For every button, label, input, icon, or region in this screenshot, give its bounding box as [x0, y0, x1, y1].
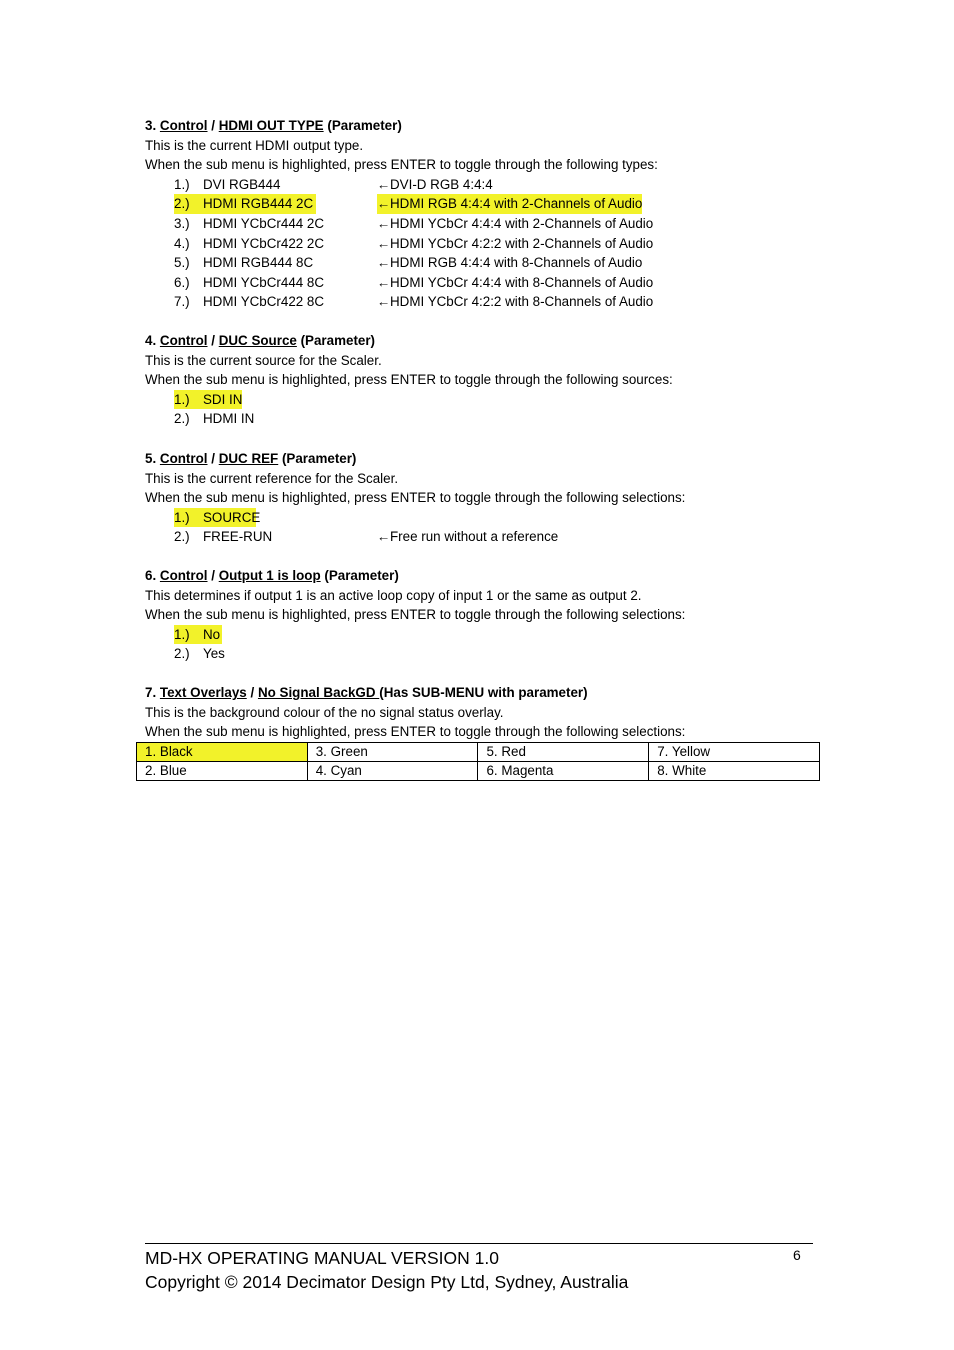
- list-item: 6.) HDMI YCbCr444 8C ←HDMI YCbCr 4:4:4 with 8-Channels of Audio: [145, 273, 845, 293]
- arrow-left-icon: ←: [377, 196, 391, 212]
- section-instruction: When the sub menu is highlighted, press ENTER to toggle through the following sources:: [145, 372, 673, 388]
- table-cell: 4. Cyan: [307, 762, 478, 781]
- list-item: 2.) Yes: [174, 646, 225, 662]
- color-options-table: [136, 742, 820, 781]
- section-instruction: When the sub menu is highlighted, press ENTER to toggle through the following selections:: [145, 490, 686, 506]
- table-row: [137, 762, 820, 781]
- section-heading: 7. Text Overlays / No Signal BackGD (Has SUB-MENU with parameter): [145, 685, 588, 700]
- section-output-loop: [145, 566, 845, 664]
- section-description: This is the current source for the Scaler.: [145, 352, 382, 368]
- table-cell: 7. Yellow: [649, 743, 820, 762]
- table-cell: 8. White: [649, 762, 820, 781]
- list-item-highlighted: 2.) HDMI RGB444 2C ←HDMI RGB 4:4:4 with 2-Channels of Audio: [145, 194, 845, 214]
- arrow-left-icon: ←: [377, 529, 391, 545]
- section-no-signal-backgd: [145, 683, 845, 742]
- section-heading: 4. Control / DUC Source (Parameter): [145, 333, 376, 348]
- list-item: 2.) FREE-RUN ←Free run without a reference: [145, 527, 845, 547]
- section-instruction: When the sub menu is highlighted, press ENTER to toggle through the following selections:: [145, 724, 686, 740]
- section-heading: 5. Control / DUC REF (Parameter): [145, 451, 357, 466]
- arrow-left-icon: ←: [377, 215, 391, 231]
- section-heading: 3. Control / HDMI OUT TYPE (Parameter): [145, 118, 402, 133]
- arrow-left-icon: ←: [377, 255, 391, 271]
- arrow-left-icon: ←: [377, 235, 391, 251]
- list-item: 3.) HDMI YCbCr444 2C ←HDMI YCbCr 4:4:4 with 2-Channels of Audio: [145, 214, 845, 234]
- footer-divider: [145, 1243, 813, 1244]
- section-instruction: When the sub menu is highlighted, press ENTER to toggle through the following selections:: [145, 607, 686, 623]
- section-description: This is the background colour of the no signal status overlay.: [145, 704, 504, 720]
- list-item: 2.) HDMI IN: [174, 411, 255, 427]
- list-item: 5.) HDMI RGB444 8C ←HDMI RGB 4:4:4 with 8-Channels of Audio: [145, 253, 845, 273]
- arrow-left-icon: ←: [377, 294, 391, 310]
- table-cell: 5. Red: [478, 743, 649, 762]
- section-duc-ref: [145, 449, 845, 547]
- list-item: 1.) DVI RGB444 ←DVI-D RGB 4:4:4: [145, 175, 845, 195]
- section-description: This is the current HDMI output type.: [145, 137, 364, 153]
- list-item-highlighted: 1.) SDI IN: [145, 390, 845, 410]
- footer-copyright: Copyright © 2014 Decimator Design Pty Ltd, Sydney, Australia: [145, 1272, 629, 1292]
- footer-title: MD-HX OPERATING MANUAL VERSION 1.0: [145, 1248, 499, 1268]
- arrow-left-icon: ←: [377, 176, 391, 192]
- list-item-highlighted: 1.) SOURCE: [145, 508, 845, 528]
- list-item-highlighted: 1.) No: [145, 625, 845, 645]
- table-cell: 3. Green: [307, 743, 478, 762]
- section-description: This is the current reference for the Scaler.: [145, 470, 399, 486]
- section-duc-source: [145, 331, 845, 429]
- list-item: 4.) HDMI YCbCr422 2C ←HDMI YCbCr 4:2:2 with 2-Channels of Audio: [145, 234, 845, 254]
- table-row: [137, 743, 820, 762]
- table-cell: 1. Black: [137, 743, 308, 762]
- page-number: 6: [793, 1247, 801, 1263]
- section-hdmi-out-type: [145, 116, 845, 312]
- table-cell: 6. Magenta: [478, 762, 649, 781]
- arrow-left-icon: ←: [377, 274, 391, 290]
- section-description: This determines if output 1 is an active loop copy of input 1 or the same as output 2.: [145, 587, 642, 603]
- list-item: 7.) HDMI YCbCr422 8C ←HDMI YCbCr 4:2:2 with 8-Channels of Audio: [145, 292, 845, 312]
- table-cell: 2. Blue: [137, 762, 308, 781]
- section-heading: 6. Control / Output 1 is loop (Parameter): [145, 568, 399, 583]
- section-instruction: When the sub menu is highlighted, press ENTER to toggle through the following types:: [145, 157, 658, 173]
